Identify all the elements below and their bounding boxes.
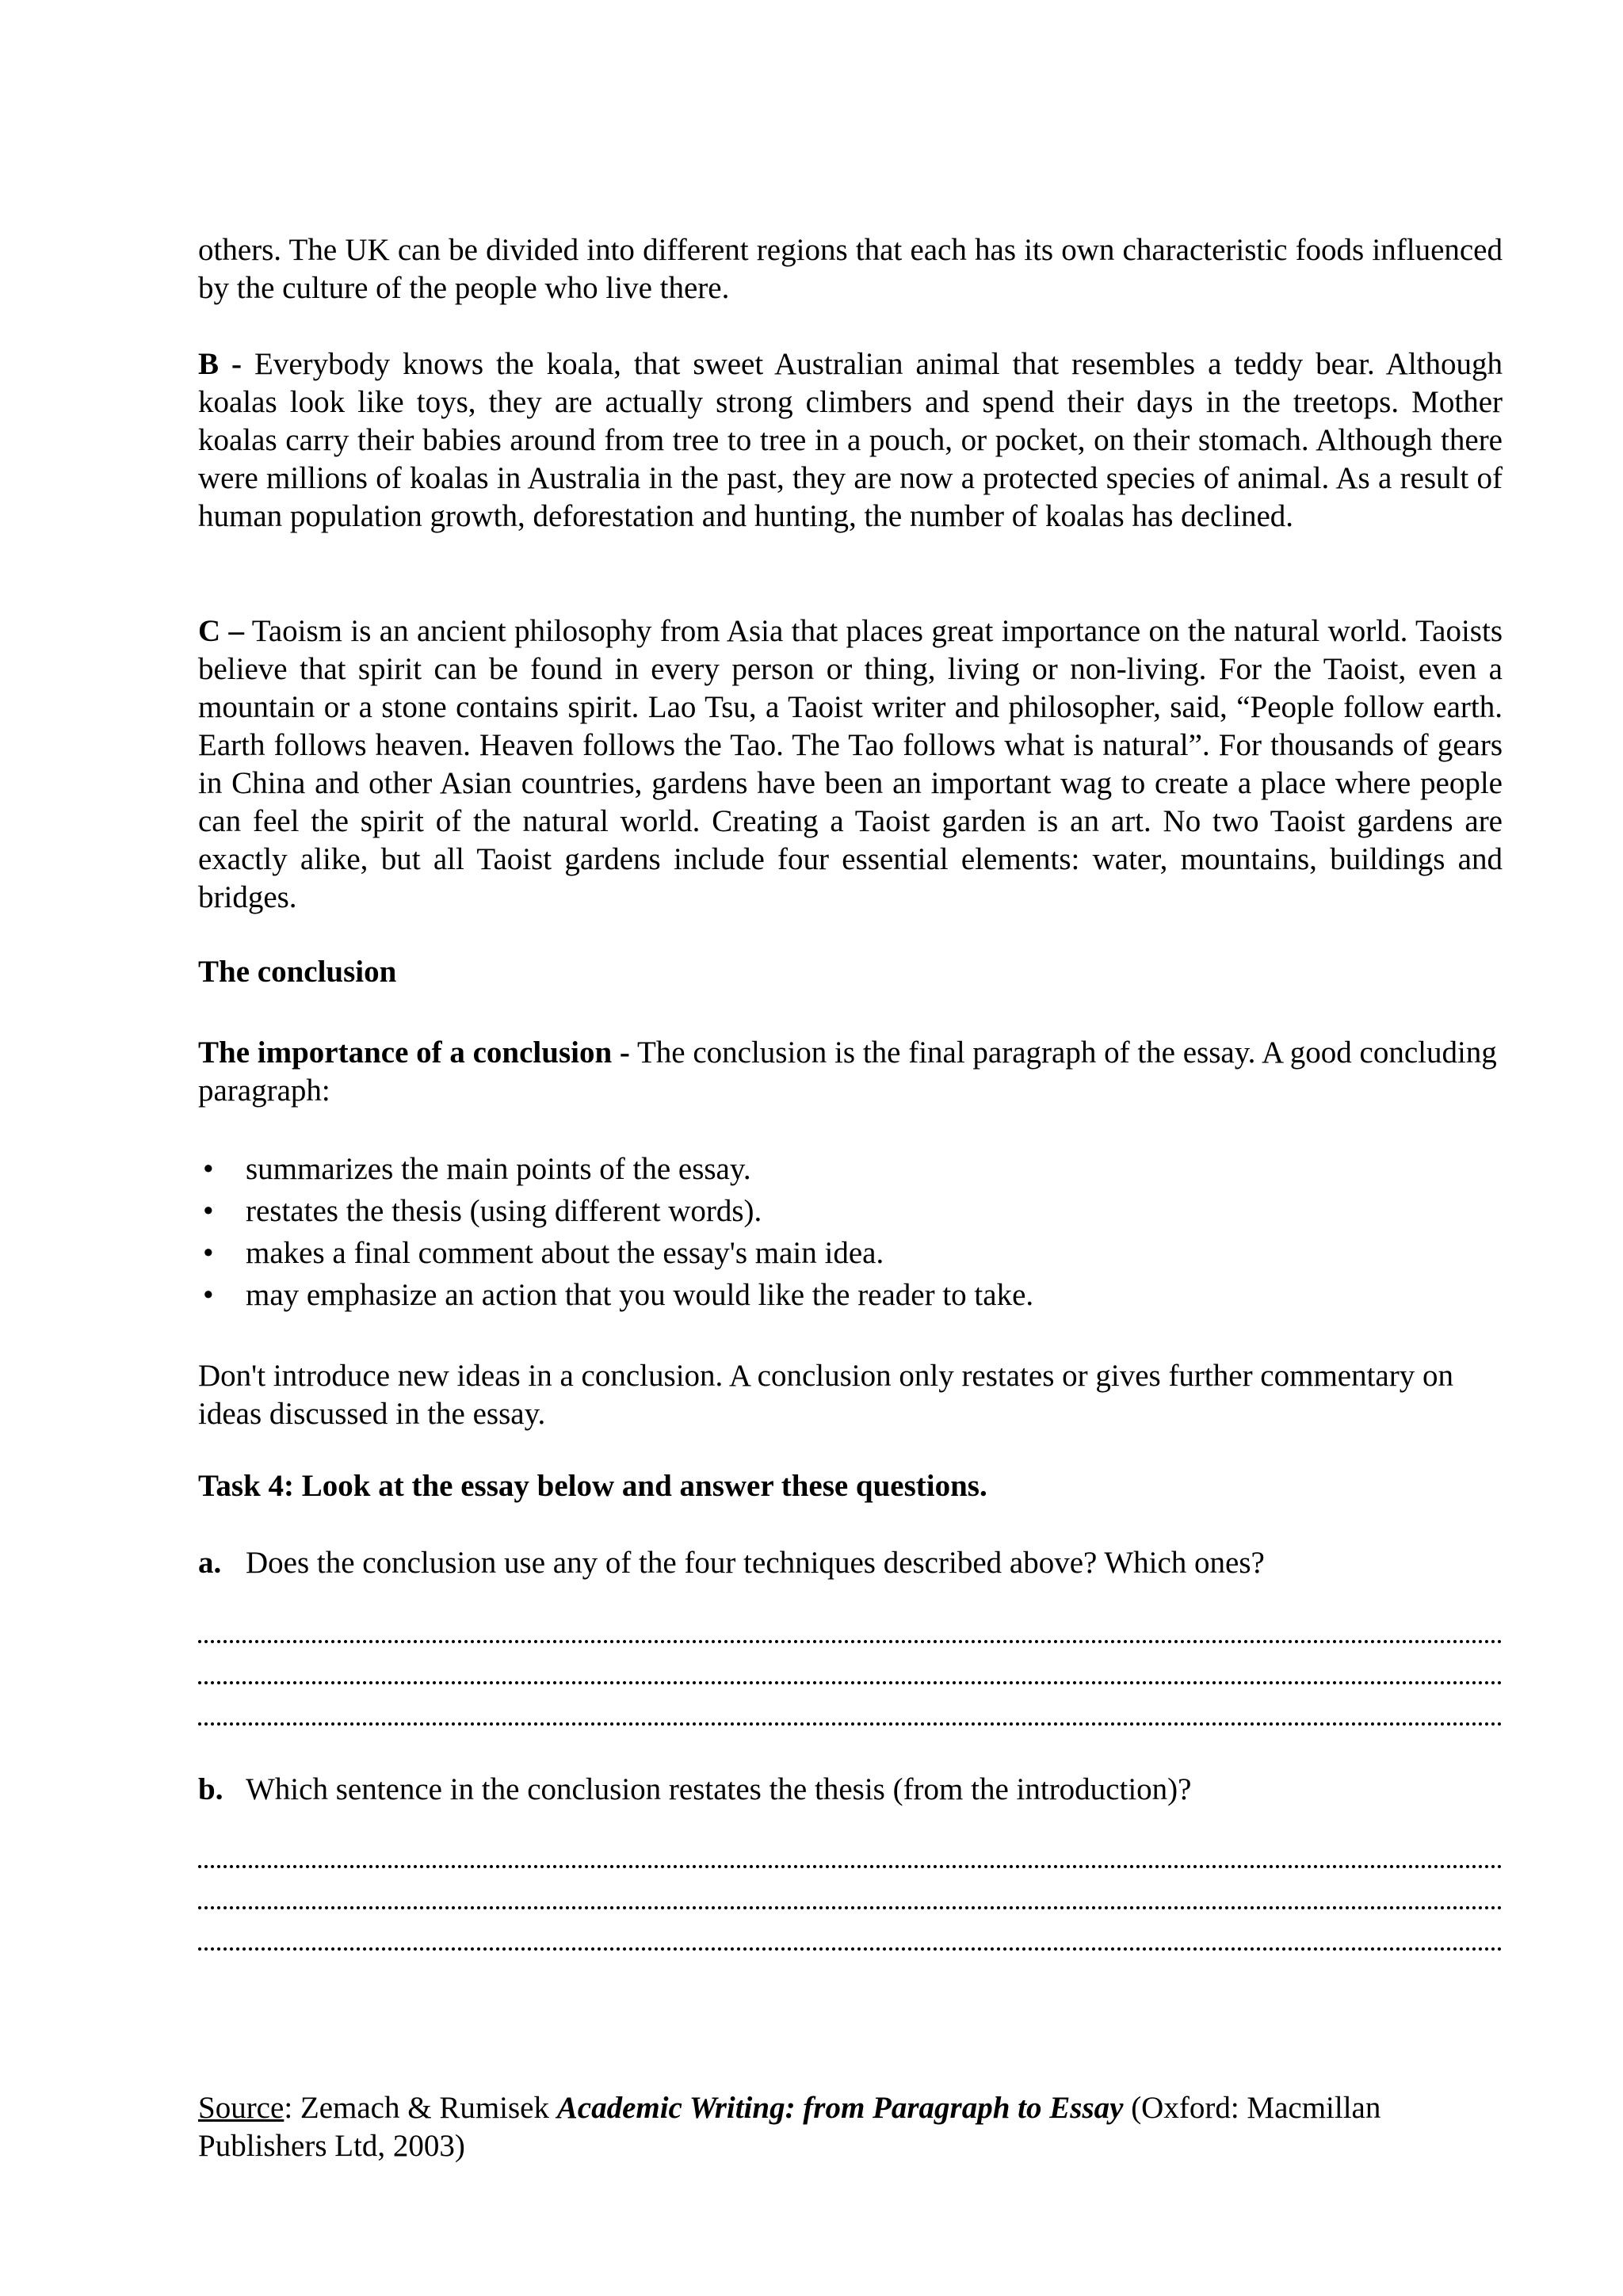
answer-line[interactable] [198,1621,1503,1643]
question-a-label: a. [198,1546,222,1580]
question-b-label: b. [198,1772,223,1806]
source-publisher: (Oxford: Macmillan Publishers Ltd, 2003) [198,2091,1381,2163]
paragraph-c-label: C – [198,614,245,648]
answer-line[interactable] [198,1703,1503,1726]
answer-line[interactable] [198,1846,1503,1868]
list-item: • may emphasize an action that you would like the reader to take. [198,1274,1503,1316]
source-label: Source [198,2091,285,2125]
paragraph-c-text: Taoism is an ancient philosophy from Asia that places great importance on the natural world. Taoists believe that spirit can be found in every person or thing, living or non-living. For the Taoist, even a mountain or a stone contains spirit. Lao Tsu, a Taoist writer and philosopher, said, “People follow earth. Earth follows heaven. Heaven follows the Tao. The Tao follows what is natural”. For thousands of gears in China and other Asian countries, gardens have been an important wag to create a place where people can feel the spirit of the natural world. Creating a Taoist garden is an art. No two Taoist gardens are exactly alike, but all Taoist gardens include four essential elements: water, mountains, buildings and bridges. [198,614,1503,914]
paragraph-b-text: Everybody knows the koala, that sweet Australian animal that resembles a teddy bear. Although koalas look like toys, they are actually strong climbers and spend their days in the treetops. Mother koalas carry their babies around from tree to tree in a pouch, or pocket, on their stomach. Although there were millions of koalas in Australia in the past, they are now a protected species of animal. As a result of human population growth, deforestation and hunting, the number of koalas has declined. [198,347,1503,533]
source-citation [198,2089,1503,2165]
paragraph-b [198,345,1503,536]
answer-line[interactable] [198,1662,1503,1684]
answer-line[interactable] [198,1928,1503,1951]
question-b-text: Which sentence in the conclusion restates the thesis (from the introduction)? [246,1772,1192,1806]
bullet-icon: • [203,1278,214,1312]
source-authors: : Zemach & Rumisek [284,2091,557,2125]
question-a-text: Does the conclusion use any of the four techniques described above? Which ones? [246,1546,1265,1580]
importance-paragraph [198,1034,1503,1110]
dont-introduce-paragraph: Don't introduce new ideas in a conclusion. A conclusion only restates or gives further commentary on ideas discussed in the essay. [198,1359,1453,1431]
bullet-icon: • [203,1194,214,1228]
importance-label: The importance of a conclusion - [198,1035,630,1070]
conclusion-heading: The conclusion [198,955,397,989]
question-b [198,1771,1503,1809]
bullet-icon: • [203,1236,214,1270]
paragraph-c [198,612,1503,917]
answer-line[interactable] [198,1887,1503,1909]
list-item: • summarizes the main points of the essay. [198,1148,1503,1190]
answer-lines-a [198,1621,1503,1745]
paragraph-continued: others. The UK can be divided into different regions that each has its own characteristic foods influenced by the culture of the people who live there. [198,233,1503,305]
source-title: Academic Writing: from Paragraph to Essay [556,2091,1124,2125]
answer-lines-b [198,1846,1503,1970]
list-item: • restates the thesis (using different words). [198,1190,1503,1232]
question-a [198,1544,1503,1582]
task4-heading: Task 4: Look at the essay below and answer these questions. [198,1469,987,1503]
conclusion-bullet-list [198,1148,1503,1316]
importance-text: The conclusion is the final paragraph of the essay. A good concluding paragraph: [198,1035,1497,1108]
bullet-icon: • [203,1152,214,1186]
paragraph-b-label: B - [198,347,242,381]
list-item: • makes a final comment about the essay's main idea. [198,1232,1503,1274]
